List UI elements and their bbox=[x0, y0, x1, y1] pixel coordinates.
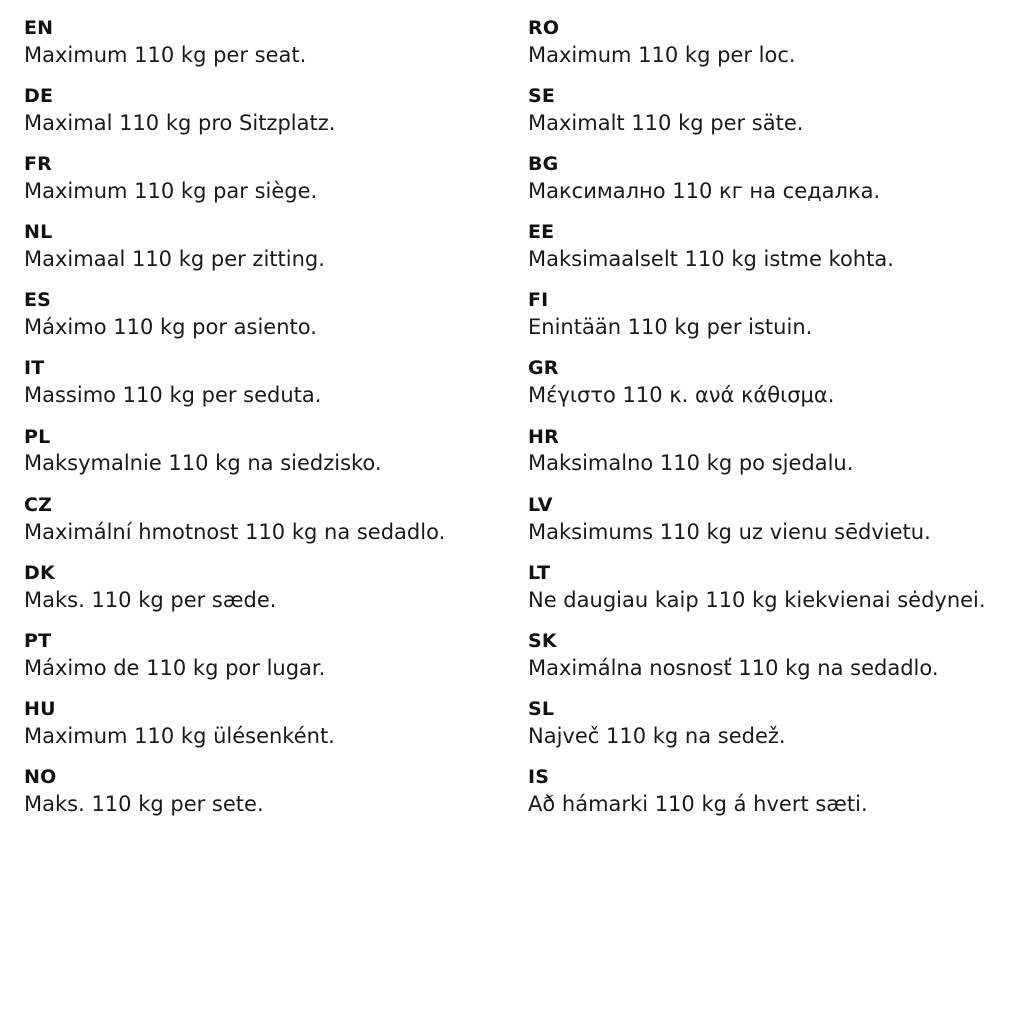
language-entry bbox=[528, 427, 1000, 477]
language-entry bbox=[24, 18, 496, 68]
language-text: Maximaal 110 kg per zitting. bbox=[24, 247, 325, 272]
language-text: Максимално 110 кг на седалка. bbox=[528, 179, 881, 204]
language-entry bbox=[24, 563, 496, 613]
language-entry bbox=[528, 18, 1000, 68]
language-text: Að hámarki 110 kg á hvert sæti. bbox=[528, 791, 868, 816]
language-text: Máximo de 110 kg por lugar. bbox=[24, 655, 326, 680]
language-code: CZ bbox=[24, 493, 53, 516]
language-entry bbox=[24, 495, 496, 545]
language-entry bbox=[24, 154, 496, 204]
language-entry bbox=[528, 86, 1000, 136]
language-code: BG bbox=[528, 153, 559, 176]
language-text: Ne daugiau kaip 110 kg kiekvienai sėdynei. bbox=[528, 587, 986, 612]
language-entry bbox=[24, 767, 496, 817]
language-code: EE bbox=[528, 221, 555, 244]
language-text: Μέγιστο 110 κ. ανά κάθισμα. bbox=[528, 383, 835, 408]
language-text: Maks. 110 kg per sæde. bbox=[24, 587, 277, 612]
language-entry bbox=[24, 290, 496, 340]
language-entry bbox=[24, 699, 496, 749]
language-code: ES bbox=[24, 289, 52, 312]
language-text: Maksimaalselt 110 kg istme kohta. bbox=[528, 247, 894, 272]
language-code: NO bbox=[24, 766, 57, 789]
left-column bbox=[24, 18, 512, 817]
language-code: RO bbox=[528, 17, 560, 39]
language-entry bbox=[528, 699, 1000, 749]
language-text: Maksimums 110 kg uz vienu sēdvietu. bbox=[528, 519, 931, 544]
language-code: EN bbox=[24, 17, 54, 39]
language-entry bbox=[528, 631, 1000, 681]
language-code: FR bbox=[24, 153, 53, 176]
language-text: Maks. 110 kg per sete. bbox=[24, 791, 264, 816]
language-text: Enintään 110 kg per istuin. bbox=[528, 315, 813, 340]
language-code: PL bbox=[24, 425, 51, 448]
language-text: Največ 110 kg na sedež. bbox=[528, 723, 786, 748]
right-column bbox=[512, 18, 1000, 817]
language-entry bbox=[528, 563, 1000, 613]
language-entry bbox=[24, 427, 496, 477]
language-code: HU bbox=[24, 697, 56, 720]
language-text: Maksimalno 110 kg po sjedalu. bbox=[528, 451, 854, 476]
language-text: Massimo 110 kg per seduta. bbox=[24, 383, 322, 408]
language-text: Máximo 110 kg por asiento. bbox=[24, 315, 317, 340]
language-code: DE bbox=[24, 85, 54, 108]
language-code: SE bbox=[528, 85, 556, 108]
language-entry bbox=[24, 86, 496, 136]
language-code: DK bbox=[24, 561, 55, 584]
language-code: PT bbox=[24, 629, 52, 652]
language-text: Maximum 110 kg par siège. bbox=[24, 179, 318, 204]
language-text: Maximum 110 kg ülésenként. bbox=[24, 723, 335, 748]
language-code: FI bbox=[528, 289, 549, 312]
language-entry bbox=[528, 222, 1000, 272]
language-text: Maximalt 110 kg per säte. bbox=[528, 110, 804, 135]
language-code: HR bbox=[528, 425, 559, 448]
language-text: Maximum 110 kg per loc. bbox=[528, 42, 796, 67]
language-text: Maximal 110 kg pro Sitzplatz. bbox=[24, 110, 336, 135]
language-code: SL bbox=[528, 697, 555, 720]
language-code: IS bbox=[528, 766, 550, 789]
language-text: Maximum 110 kg per seat. bbox=[24, 42, 307, 67]
language-entry bbox=[528, 290, 1000, 340]
language-entry bbox=[24, 631, 496, 681]
language-entry bbox=[24, 222, 496, 272]
language-text: Maximálna nosnosť 110 kg na sedadlo. bbox=[528, 655, 939, 680]
language-code: SK bbox=[528, 629, 557, 652]
language-code: LV bbox=[528, 493, 553, 516]
language-entry bbox=[528, 495, 1000, 545]
language-code: GR bbox=[528, 357, 559, 380]
language-entry bbox=[24, 358, 496, 408]
language-text: Maksymalnie 110 kg na siedzisko. bbox=[24, 451, 382, 476]
language-code: LT bbox=[528, 561, 551, 584]
language-entry bbox=[528, 154, 1000, 204]
language-code: NL bbox=[24, 221, 53, 244]
language-entry bbox=[528, 358, 1000, 408]
language-code: IT bbox=[24, 357, 45, 380]
language-text: Maximální hmotnost 110 kg na sedadlo. bbox=[24, 519, 446, 544]
language-entry bbox=[528, 767, 1000, 817]
